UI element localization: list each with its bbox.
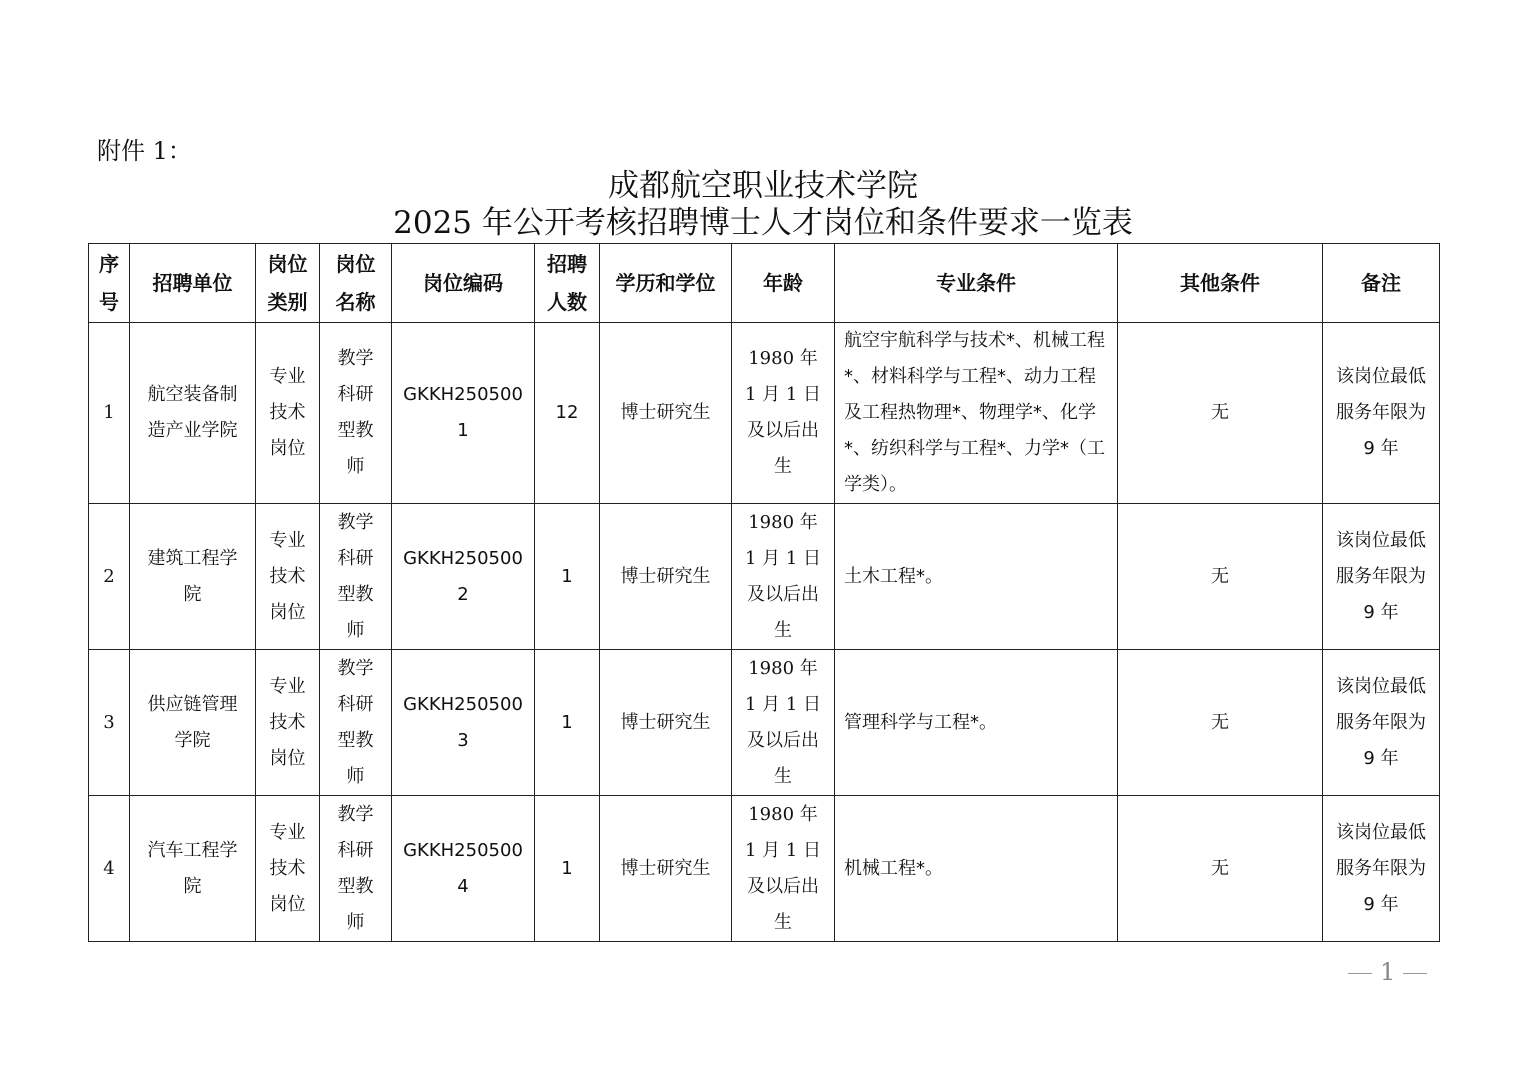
dash-right-icon — [1403, 973, 1427, 974]
cell-degree: 博士研究生 — [600, 796, 732, 942]
table-row — [89, 650, 1440, 796]
cell-age: 1980 年 1 月 1 日及以后出生 — [732, 323, 835, 504]
cell-age: 1980 年 1 月 1 日及以后出生 — [732, 504, 835, 650]
cell-note: 该岗位最低服务年限为 9 年 — [1323, 323, 1440, 504]
col-header-count: 招聘人数 — [535, 244, 600, 323]
recruitment-table — [88, 243, 1440, 942]
col-header-position: 岗位名称 — [320, 244, 392, 323]
cell-position: 教学科研型教师 — [320, 504, 392, 650]
cell-count: 1 — [535, 796, 600, 942]
cell-no: 3 — [89, 650, 130, 796]
cell-count: 12 — [535, 323, 600, 504]
cell-age: 1980 年 1 月 1 日及以后出生 — [732, 796, 835, 942]
cell-no: 2 — [89, 504, 130, 650]
col-header-degree: 学历和学位 — [600, 244, 732, 323]
cell-position: 教学科研型教师 — [320, 323, 392, 504]
table-header-row — [89, 244, 1440, 323]
col-header-category: 岗位类别 — [256, 244, 320, 323]
cell-code: GKKH2505002 — [392, 504, 535, 650]
cell-other: 无 — [1118, 796, 1323, 942]
col-header-note: 备注 — [1323, 244, 1440, 323]
col-header-major: 专业条件 — [835, 244, 1118, 323]
cell-note: 该岗位最低服务年限为 9 年 — [1323, 504, 1440, 650]
col-header-code: 岗位编码 — [392, 244, 535, 323]
cell-note: 该岗位最低服务年限为 9 年 — [1323, 796, 1440, 942]
cell-no: 4 — [89, 796, 130, 942]
cell-unit: 航空装备制造产业学院 — [130, 323, 256, 504]
cell-age: 1980 年 1 月 1 日及以后出生 — [732, 650, 835, 796]
cell-major: 机械工程*。 — [835, 796, 1118, 942]
cell-degree: 博士研究生 — [600, 323, 732, 504]
cell-degree: 博士研究生 — [600, 650, 732, 796]
dash-left-icon — [1348, 973, 1372, 974]
cell-count: 1 — [535, 504, 600, 650]
page-number: 1 — [1340, 958, 1432, 986]
cell-note: 该岗位最低服务年限为 9 年 — [1323, 650, 1440, 796]
cell-other: 无 — [1118, 504, 1323, 650]
cell-code: GKKH2505001 — [392, 323, 535, 504]
document-title-line1: 成都航空职业技术学院 — [608, 168, 918, 204]
cell-count: 1 — [535, 650, 600, 796]
cell-code: GKKH2505004 — [392, 796, 535, 942]
cell-unit: 建筑工程学院 — [130, 504, 256, 650]
cell-other: 无 — [1118, 323, 1323, 504]
cell-degree: 博士研究生 — [600, 504, 732, 650]
table-row — [89, 323, 1440, 504]
cell-position: 教学科研型教师 — [320, 796, 392, 942]
cell-no: 1 — [89, 323, 130, 504]
document-title-line2: 2025 年公开考核招聘博士人才岗位和条件要求一览表 — [393, 205, 1133, 241]
cell-unit: 汽车工程学院 — [130, 796, 256, 942]
attachment-label: 附件 1： — [97, 137, 192, 165]
col-header-age: 年龄 — [732, 244, 835, 323]
table-row — [89, 796, 1440, 942]
cell-major: 土木工程*。 — [835, 504, 1118, 650]
cell-category: 专业技术岗位 — [256, 323, 320, 504]
cell-category: 专业技术岗位 — [256, 796, 320, 942]
col-header-unit: 招聘单位 — [130, 244, 256, 323]
cell-major: 航空宇航科学与技术*、机械工程*、材料科学与工程*、动力工程及工程热物理*、物理学*、化学*、纺织科学与工程*、力学*（工学类）。 — [835, 323, 1118, 504]
col-header-no: 序号 — [89, 244, 130, 323]
cell-unit: 供应链管理学院 — [130, 650, 256, 796]
col-header-other: 其他条件 — [1118, 244, 1323, 323]
cell-code: GKKH2505003 — [392, 650, 535, 796]
cell-position: 教学科研型教师 — [320, 650, 392, 796]
table-row — [89, 504, 1440, 650]
cell-other: 无 — [1118, 650, 1323, 796]
cell-major: 管理科学与工程*。 — [835, 650, 1118, 796]
cell-category: 专业技术岗位 — [256, 650, 320, 796]
cell-category: 专业技术岗位 — [256, 504, 320, 650]
